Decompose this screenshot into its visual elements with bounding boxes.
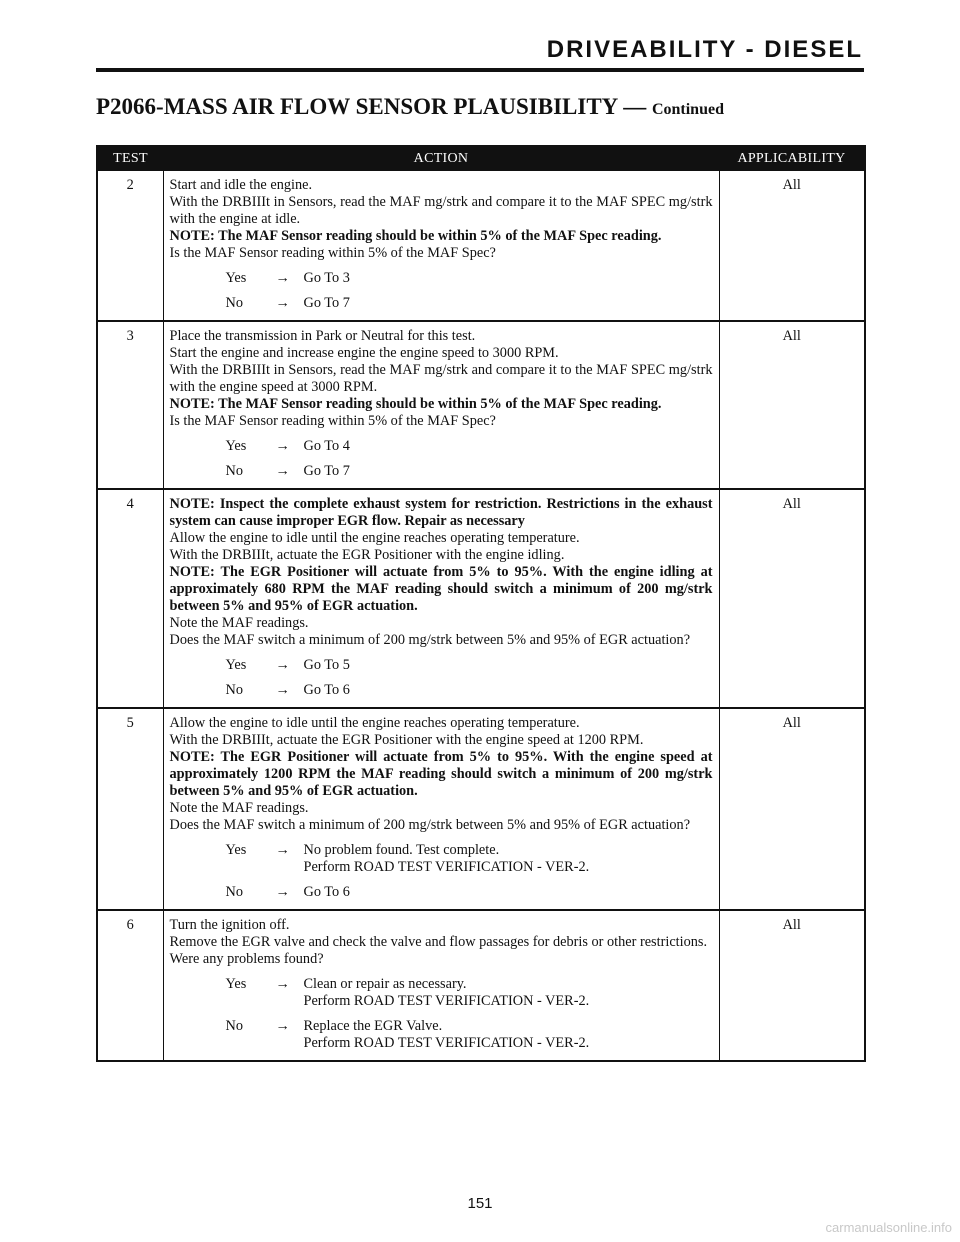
result-option xyxy=(170,1018,713,1052)
action-text: Start and idle the engine. xyxy=(169,177,313,193)
result-text: Go To 7 xyxy=(303,295,350,311)
column-header-test: TEST xyxy=(97,146,163,171)
applicability-cell: All xyxy=(719,708,865,910)
action-text: Does the MAF switch a minimum of 200 mg/strk between 5% and 95% of EGR actuation? xyxy=(169,632,691,648)
option-result xyxy=(304,842,713,876)
table-row xyxy=(97,489,865,708)
result-text: Go To 3 xyxy=(303,270,350,286)
option-result xyxy=(304,463,713,480)
action-text: Does the MAF switch a minimum of 200 mg/strk between 5% and 95% of EGR actuation? xyxy=(169,817,691,833)
action-cell xyxy=(163,708,719,910)
result-options xyxy=(170,270,713,312)
result-option xyxy=(170,682,713,699)
column-header-action: ACTION xyxy=(163,146,719,171)
result-options xyxy=(170,657,713,699)
page-title-main: P2066-MASS AIR FLOW SENSOR PLAUSIBILITY — xyxy=(96,94,647,119)
arrow-right-icon: → xyxy=(275,1018,290,1034)
applicability-cell: All xyxy=(719,910,865,1061)
result-option xyxy=(170,884,713,901)
arrow-right-icon: → xyxy=(275,657,290,673)
table-body xyxy=(97,171,865,1061)
page-title-continued: Continued xyxy=(651,101,724,118)
table-header-row xyxy=(97,146,865,171)
action-text: Is the MAF Sensor reading within 5% of the MAF Spec? xyxy=(169,413,496,429)
test-number: 5 xyxy=(97,708,163,910)
result-option xyxy=(170,463,713,480)
result-options xyxy=(170,842,713,901)
column-header-applicability: APPLICABILITY xyxy=(719,146,865,171)
applicability-cell: All xyxy=(719,171,865,321)
option-label: Yes xyxy=(225,976,247,992)
result-text: No problem found. Test complete. xyxy=(303,842,500,858)
note-text: NOTE: The MAF Sensor reading should be within 5% of the MAF Spec reading. xyxy=(169,228,662,244)
result-option xyxy=(170,295,713,312)
arrow-right-icon: → xyxy=(275,884,290,900)
note-text: NOTE: The EGR Positioner will actuate from 5% to 95%. With the engine speed at approximately 1200 RPM the MAF reading should switch a minimum of 200 mg/strk between 5% and 95% of EGR actuation. xyxy=(169,749,713,799)
result-text: Go To 7 xyxy=(303,463,350,479)
test-number: 3 xyxy=(97,321,163,489)
table-row xyxy=(97,708,865,910)
option-label: No xyxy=(225,1018,243,1034)
result-options xyxy=(170,976,713,1052)
result-text: Go To 6 xyxy=(303,884,350,900)
action-text: With the DRBIIIt in Sensors, read the MAF mg/strk and compare it to the MAF SPEC mg/strk with the engine at idle. xyxy=(169,194,713,227)
action-text: Note the MAF readings. xyxy=(169,800,309,816)
option-label: Yes xyxy=(225,438,247,454)
arrow-right-icon: → xyxy=(275,463,290,479)
action-text: Note the MAF readings. xyxy=(169,615,309,631)
table-row xyxy=(97,171,865,321)
action-text: Remove the EGR valve and check the valve and flow passages for debris or other restrictions. xyxy=(169,934,708,950)
option-label: Yes xyxy=(225,657,247,673)
option-result xyxy=(304,270,713,287)
arrow-right-icon: → xyxy=(275,270,290,286)
option-label: No xyxy=(225,463,243,479)
action-cell xyxy=(163,171,719,321)
header-rule xyxy=(96,68,864,72)
result-options xyxy=(170,438,713,480)
note-text: NOTE: Inspect the complete exhaust system for restriction. Restrictions in the exhaust system can cause improper EGR flow. Repair as necessary xyxy=(169,496,713,529)
test-number: 4 xyxy=(97,489,163,708)
page-title xyxy=(96,94,724,120)
result-text: Perform ROAD TEST VERIFICATION - VER-2. xyxy=(303,859,590,875)
option-result xyxy=(304,657,713,674)
option-label: Yes xyxy=(225,842,247,858)
test-number: 2 xyxy=(126,177,134,193)
result-text: Replace the EGR Valve. xyxy=(303,1018,443,1034)
option-result xyxy=(304,884,713,901)
action-text: Were any problems found? xyxy=(169,951,324,967)
action-text: Allow the engine to idle until the engine reaches operating temperature. xyxy=(169,530,580,546)
result-text: Clean or repair as necessary. xyxy=(303,976,467,992)
action-text: With the DRBIIIt, actuate the EGR Positioner with the engine speed at 1200 RPM. xyxy=(169,732,644,748)
action-cell xyxy=(163,321,719,489)
result-option xyxy=(170,842,713,876)
result-text: Go To 5 xyxy=(303,657,350,673)
test-table xyxy=(96,145,866,1062)
option-result xyxy=(304,976,713,1010)
watermark: carmanualsonline.info xyxy=(825,1220,952,1235)
page-number: 151 xyxy=(467,1195,493,1212)
result-text: Go To 4 xyxy=(303,438,350,454)
action-cell xyxy=(163,489,719,708)
applicability-cell: All xyxy=(719,321,865,489)
result-option xyxy=(170,976,713,1010)
result-option xyxy=(170,438,713,455)
note-text: NOTE: The EGR Positioner will actuate from 5% to 95%. With the engine idling at approximately 680 RPM the MAF reading should switch a minimum of 200 mg/strk between 5% and 95% of EGR actuation. xyxy=(169,564,713,614)
action-text: Turn the ignition off. xyxy=(169,917,290,933)
option-label: No xyxy=(225,295,243,311)
applicability-cell: All xyxy=(719,489,865,708)
option-label: No xyxy=(225,682,243,698)
action-text: Place the transmission in Park or Neutral for this test. xyxy=(169,328,476,344)
result-text: Perform ROAD TEST VERIFICATION - VER-2. xyxy=(303,993,590,1009)
result-text: Perform ROAD TEST VERIFICATION - VER-2. xyxy=(303,1035,590,1051)
action-text: With the DRBIIIt in Sensors, read the MAF mg/strk and compare it to the MAF SPEC mg/strk with the engine speed at 3000 RPM. xyxy=(169,362,713,395)
result-option xyxy=(170,657,713,674)
action-text: Allow the engine to idle until the engine reaches operating temperature. xyxy=(169,715,580,731)
table-row xyxy=(97,910,865,1061)
arrow-right-icon: → xyxy=(275,438,290,454)
arrow-right-icon: → xyxy=(275,682,290,698)
note-text: NOTE: The MAF Sensor reading should be within 5% of the MAF Spec reading. xyxy=(169,396,662,412)
result-option xyxy=(170,270,713,287)
option-result xyxy=(304,1018,713,1052)
action-cell xyxy=(163,910,719,1061)
arrow-right-icon: → xyxy=(275,976,290,992)
option-label: Yes xyxy=(225,270,247,286)
result-text: Go To 6 xyxy=(303,682,350,698)
test-number: 6 xyxy=(97,910,163,1061)
option-label: No xyxy=(225,884,243,900)
action-text: Is the MAF Sensor reading within 5% of the MAF Spec? xyxy=(169,245,496,261)
option-result xyxy=(304,438,713,455)
section-title: DRIVEABILITY - DIESEL xyxy=(546,36,863,63)
action-text: Start the engine and increase engine the engine speed to 3000 RPM. xyxy=(169,345,559,361)
option-result xyxy=(304,295,713,312)
arrow-right-icon: → xyxy=(275,842,290,858)
table-row xyxy=(97,321,865,489)
option-result xyxy=(304,682,713,699)
arrow-right-icon: → xyxy=(275,295,290,311)
action-text: With the DRBIIIt, actuate the EGR Positioner with the engine idling. xyxy=(169,547,565,563)
